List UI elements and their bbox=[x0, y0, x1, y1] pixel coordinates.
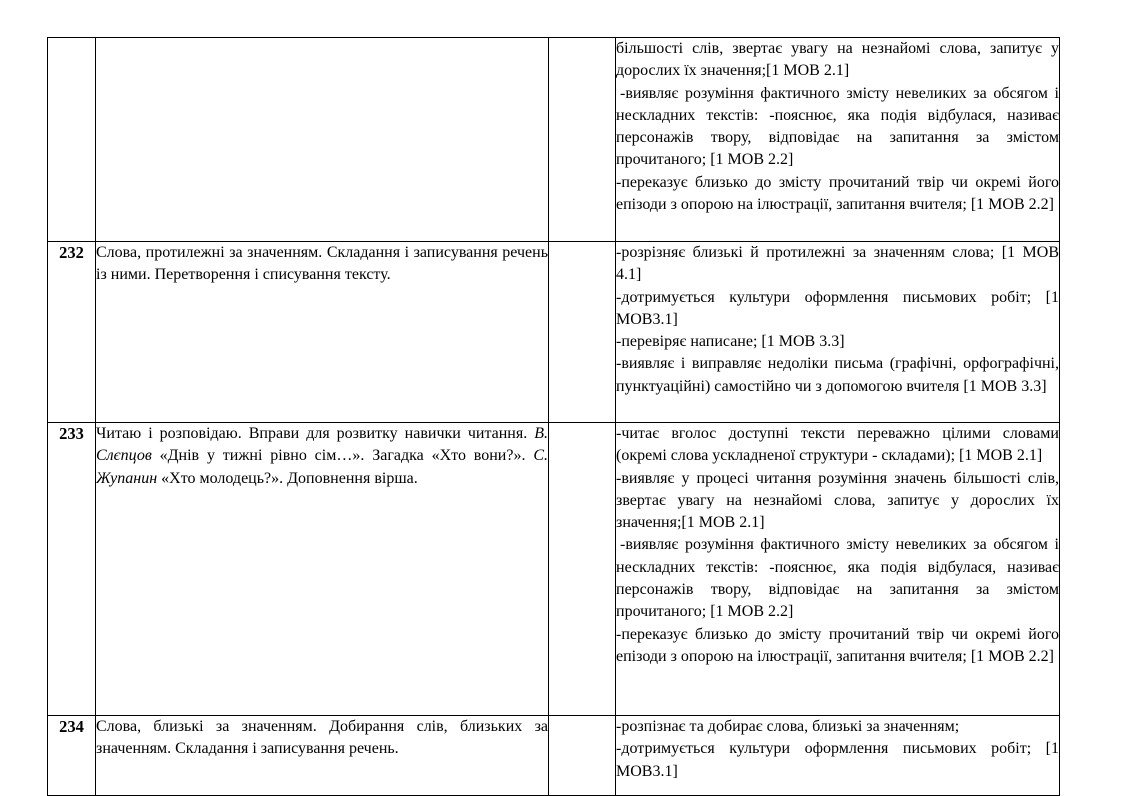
empty-cell bbox=[549, 716, 616, 796]
lesson-number bbox=[48, 38, 96, 242]
topic-text: Слова, протилежні за значенням. Складання і записування речень із ними. Перетворення і списування тексту. bbox=[96, 244, 548, 284]
lesson-number: 232 bbox=[48, 242, 96, 423]
topic-text-part: Читаю і розповідаю. Вправи для розвитку навички читання. bbox=[96, 425, 535, 442]
table-row bbox=[48, 423, 1060, 716]
lesson-topic bbox=[96, 423, 549, 716]
expected-outcomes bbox=[616, 38, 1060, 242]
lesson-number: 233 bbox=[48, 423, 96, 716]
outcome-item: -виявляє розуміння фактичного змісту невеликих за обсягом і нескладних текстів: -пояснює, яка подія відбулася, називає персонажів твору, відповідає на запитання за змістом прочитаного; [1 МОВ 2.2] bbox=[616, 536, 1059, 621]
lesson-plan-table bbox=[47, 37, 1060, 796]
outcome-item: -читає вголос доступні тексти переважно цілими словами (окремі слова ускладненої структури - складами); [1 МОВ 2.1] bbox=[616, 425, 1059, 465]
outcome-item: -розпізнає та добирає слова, близькі за значенням; bbox=[616, 718, 960, 735]
outcome-item: -виявляє у процесі читання розуміння значень більшості слів, звертає увагу на незнайомі слова, запитує у дорослих їх значення;[1 МОВ 2.1] bbox=[616, 469, 1059, 532]
topic-text: Слова, близькі за значенням. Добирання слів, близьких за значенням. Складання і записування речень. bbox=[96, 718, 548, 758]
topic-text-part: «Хто молодець?». Доповнення вірша. bbox=[157, 469, 418, 487]
author-name: В. Слєпцов bbox=[96, 425, 548, 465]
table-row bbox=[48, 38, 1060, 242]
author-name: С. Жупанин bbox=[96, 447, 548, 487]
lesson-number: 234 bbox=[48, 716, 96, 796]
topic-text-part: «Днів у тижні рівно сім…». Загадка «Хто вони?». bbox=[151, 447, 534, 465]
expected-outcomes bbox=[616, 242, 1060, 423]
outcome-item: більшості слів, звертає увагу на незнайомі слова, запитує у дорослих їх значення;[1 МОВ 2.1] bbox=[616, 40, 1059, 80]
empty-cell bbox=[549, 242, 616, 423]
outcome-item: -переказує близько до змісту прочитаний твір чи окремі його епізоди з опорою на ілюстрації, запитання вчителя; [1 МОВ 2.2] bbox=[616, 625, 1059, 665]
lesson-topic bbox=[96, 38, 549, 242]
empty-cell bbox=[549, 38, 616, 242]
outcome-item: -переказує близько до змісту прочитаний твір чи окремі його епізоди з опорою на ілюстрації, запитання вчителя; [1 МОВ 2.2] bbox=[616, 173, 1059, 214]
lesson-topic bbox=[96, 242, 549, 423]
topic-text bbox=[96, 423, 548, 490]
table-row bbox=[48, 716, 1060, 796]
outcome-item: -розрізняє близькі й протилежні за значенням слова; [1 МОВ 4.1] bbox=[616, 244, 1059, 284]
outcome-item: -дотримується культури оформлення письмових робіт; [1 МОВ3.1] bbox=[616, 740, 1059, 780]
empty-cell bbox=[549, 423, 616, 716]
outcome-item: -дотримується культури оформлення письмових робіт; [1 МОВ3.1] bbox=[616, 288, 1059, 328]
table-row bbox=[48, 242, 1060, 423]
lesson-topic bbox=[96, 716, 549, 796]
expected-outcomes bbox=[616, 716, 1060, 796]
expected-outcomes bbox=[616, 423, 1060, 716]
outcome-item: -перевіряє написане; [1 МОВ 3.3] bbox=[616, 333, 845, 351]
outcome-item: -виявляє розуміння фактичного змісту невеликих за обсягом і нескладних текстів: -пояснює, яка подія відбулася, називає персонажів твору, відповідає на запитання за змістом прочитаного; [1 МОВ 2.2] bbox=[616, 84, 1059, 169]
outcome-item: -виявляє і виправляє недоліки письма (графічні, орфографічні, пунктуаційні) самостійно чи з допомогою вчителя [1 МОВ 3.3] bbox=[616, 355, 1059, 395]
